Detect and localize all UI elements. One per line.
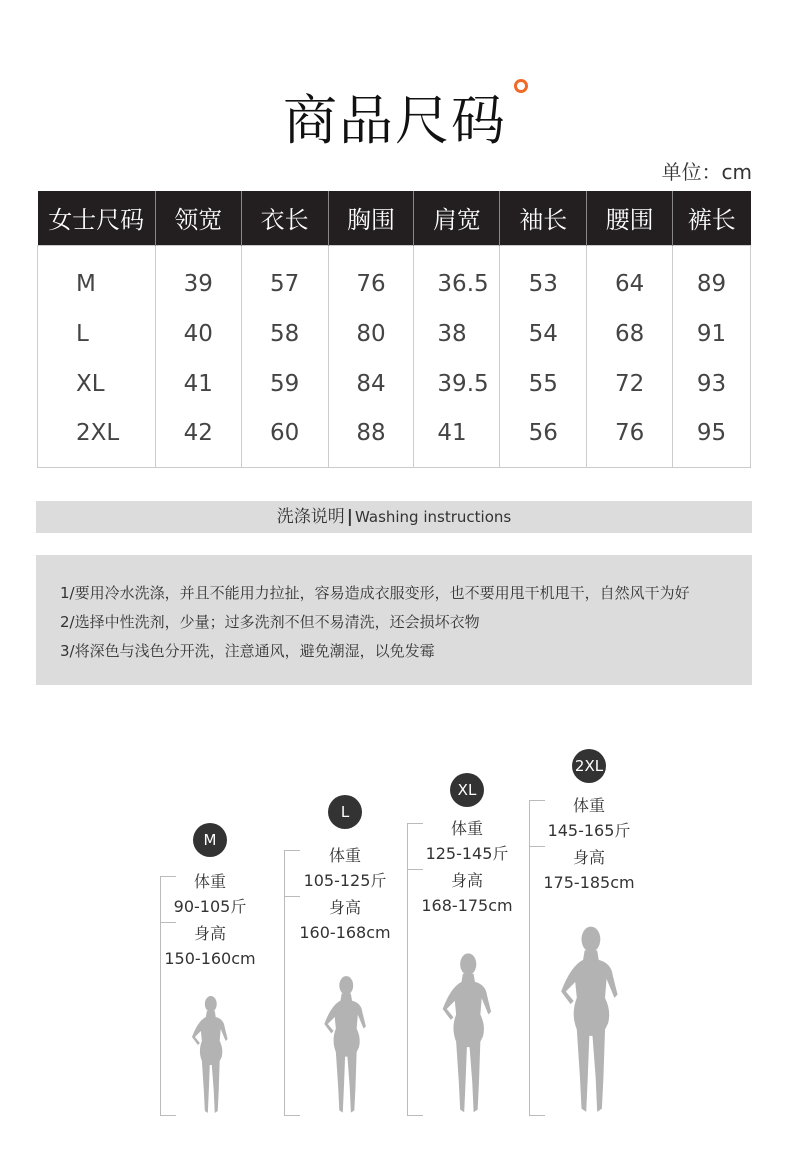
measurement-cell: 93 bbox=[673, 359, 751, 409]
size-cell: 2XL bbox=[76, 419, 120, 446]
column-header: 袖长 bbox=[500, 191, 587, 245]
measurement-cell: 55 bbox=[500, 359, 587, 409]
size-badge: L bbox=[328, 795, 362, 829]
table-row bbox=[38, 309, 751, 359]
bracket-line bbox=[407, 823, 423, 1115]
bracket-tick bbox=[407, 1115, 423, 1116]
height-text: 175-185cm bbox=[543, 873, 635, 892]
measurement-cell: 41 bbox=[155, 359, 241, 409]
washing-header bbox=[36, 501, 752, 533]
table-row bbox=[38, 359, 751, 409]
size-cell: M bbox=[76, 271, 96, 298]
size-badge: XL bbox=[450, 773, 484, 807]
size-cell: L bbox=[76, 321, 89, 347]
measurement-cell: 40 bbox=[155, 309, 241, 359]
divider: | bbox=[346, 507, 353, 527]
size-badge: M bbox=[193, 823, 227, 857]
measurement-cell: 91 bbox=[673, 309, 751, 359]
height-label-text: 身高 bbox=[572, 848, 605, 867]
size-table bbox=[37, 191, 751, 468]
table-row bbox=[38, 409, 751, 467]
measurement-cell: 38 bbox=[414, 309, 500, 359]
height-label-text: 身高 bbox=[328, 898, 361, 917]
column-header: 领宽 bbox=[155, 191, 241, 245]
column-header: 女士尺码 bbox=[38, 191, 156, 245]
measurement-cell: 84 bbox=[328, 359, 414, 409]
instruction-line: 3/将深色与浅色分开洗，注意通风，避免潮湿，以免发霉 bbox=[60, 642, 435, 660]
weight-label-text: 体重 bbox=[193, 872, 226, 891]
measurement-cell: 56 bbox=[500, 409, 587, 467]
accent-dot-icon bbox=[514, 79, 528, 93]
measurement-cell: 76 bbox=[328, 245, 414, 309]
column-header: 腰围 bbox=[587, 191, 673, 245]
measurement-cell: 89 bbox=[673, 245, 751, 309]
bracket-tick bbox=[284, 1115, 300, 1116]
measurement-cell: 54 bbox=[500, 309, 587, 359]
washing-title: 洗涤说明 bbox=[276, 507, 345, 527]
weight-label-text: 体重 bbox=[572, 796, 605, 815]
weight-text: 145-165斤 bbox=[547, 821, 631, 840]
column-header: 裤长 bbox=[673, 191, 751, 245]
height-text: 160-168cm bbox=[299, 923, 391, 942]
washing-title-en: Washing instructions bbox=[355, 508, 512, 526]
measurement-cell: 68 bbox=[587, 309, 673, 359]
measurement-cell: 59 bbox=[241, 359, 328, 409]
weight-text: 90-105斤 bbox=[173, 897, 247, 916]
measurement-cell: 36.5 bbox=[414, 245, 500, 309]
measurement-cell: 95 bbox=[673, 409, 751, 467]
weight-label-text: 体重 bbox=[450, 819, 483, 838]
measurement-cell: 41 bbox=[414, 409, 500, 467]
size-cell: XL bbox=[76, 371, 105, 397]
body-silhouette-icon bbox=[322, 975, 368, 1115]
measurement-cell: 60 bbox=[241, 409, 328, 467]
body-silhouette-icon bbox=[558, 925, 621, 1115]
bracket-tick bbox=[529, 1115, 545, 1116]
height-label-text: 身高 bbox=[450, 871, 483, 890]
measurement-cell: 80 bbox=[328, 309, 414, 359]
page-title: 商品尺码 bbox=[283, 89, 507, 152]
height-text: 150-160cm bbox=[164, 949, 256, 968]
measurement-cell: 39.5 bbox=[414, 359, 500, 409]
weight-text: 125-145斤 bbox=[425, 844, 509, 863]
instruction-line: 2/选择中性洗剂，少量；过多洗剂不但不易清洗，还会损坏衣物 bbox=[60, 613, 480, 631]
body-silhouette-icon bbox=[440, 952, 494, 1115]
bracket-tick bbox=[160, 1115, 176, 1116]
body-silhouette-icon bbox=[190, 995, 230, 1115]
column-header: 胸围 bbox=[328, 191, 414, 245]
height-text: 168-175cm bbox=[421, 896, 513, 915]
measurement-cell: 64 bbox=[587, 245, 673, 309]
table-row bbox=[38, 245, 751, 309]
washing-instructions bbox=[36, 555, 752, 685]
measurement-cell: 88 bbox=[328, 409, 414, 467]
weight-label-text: 体重 bbox=[328, 846, 361, 865]
instruction-line: 1/要用冷水洗涤，并且不能用力拉扯，容易造成衣服变形，也不要用甩干机甩干，自然风干为好 bbox=[60, 584, 690, 602]
unit-label: 单位：cm bbox=[661, 160, 752, 184]
measurement-cell: 42 bbox=[155, 409, 241, 467]
height-label-text: 身高 bbox=[193, 924, 226, 943]
measurement-cell: 39 bbox=[155, 245, 241, 309]
measurement-cell: 58 bbox=[241, 309, 328, 359]
column-header: 肩宽 bbox=[414, 191, 500, 245]
column-header: 衣长 bbox=[241, 191, 328, 245]
weight-text: 105-125斤 bbox=[303, 871, 387, 890]
measurement-cell: 57 bbox=[241, 245, 328, 309]
size-badge: 2XL bbox=[572, 749, 606, 783]
measurement-cell: 72 bbox=[587, 359, 673, 409]
measurement-cell: 76 bbox=[587, 409, 673, 467]
measurement-cell: 53 bbox=[500, 245, 587, 309]
